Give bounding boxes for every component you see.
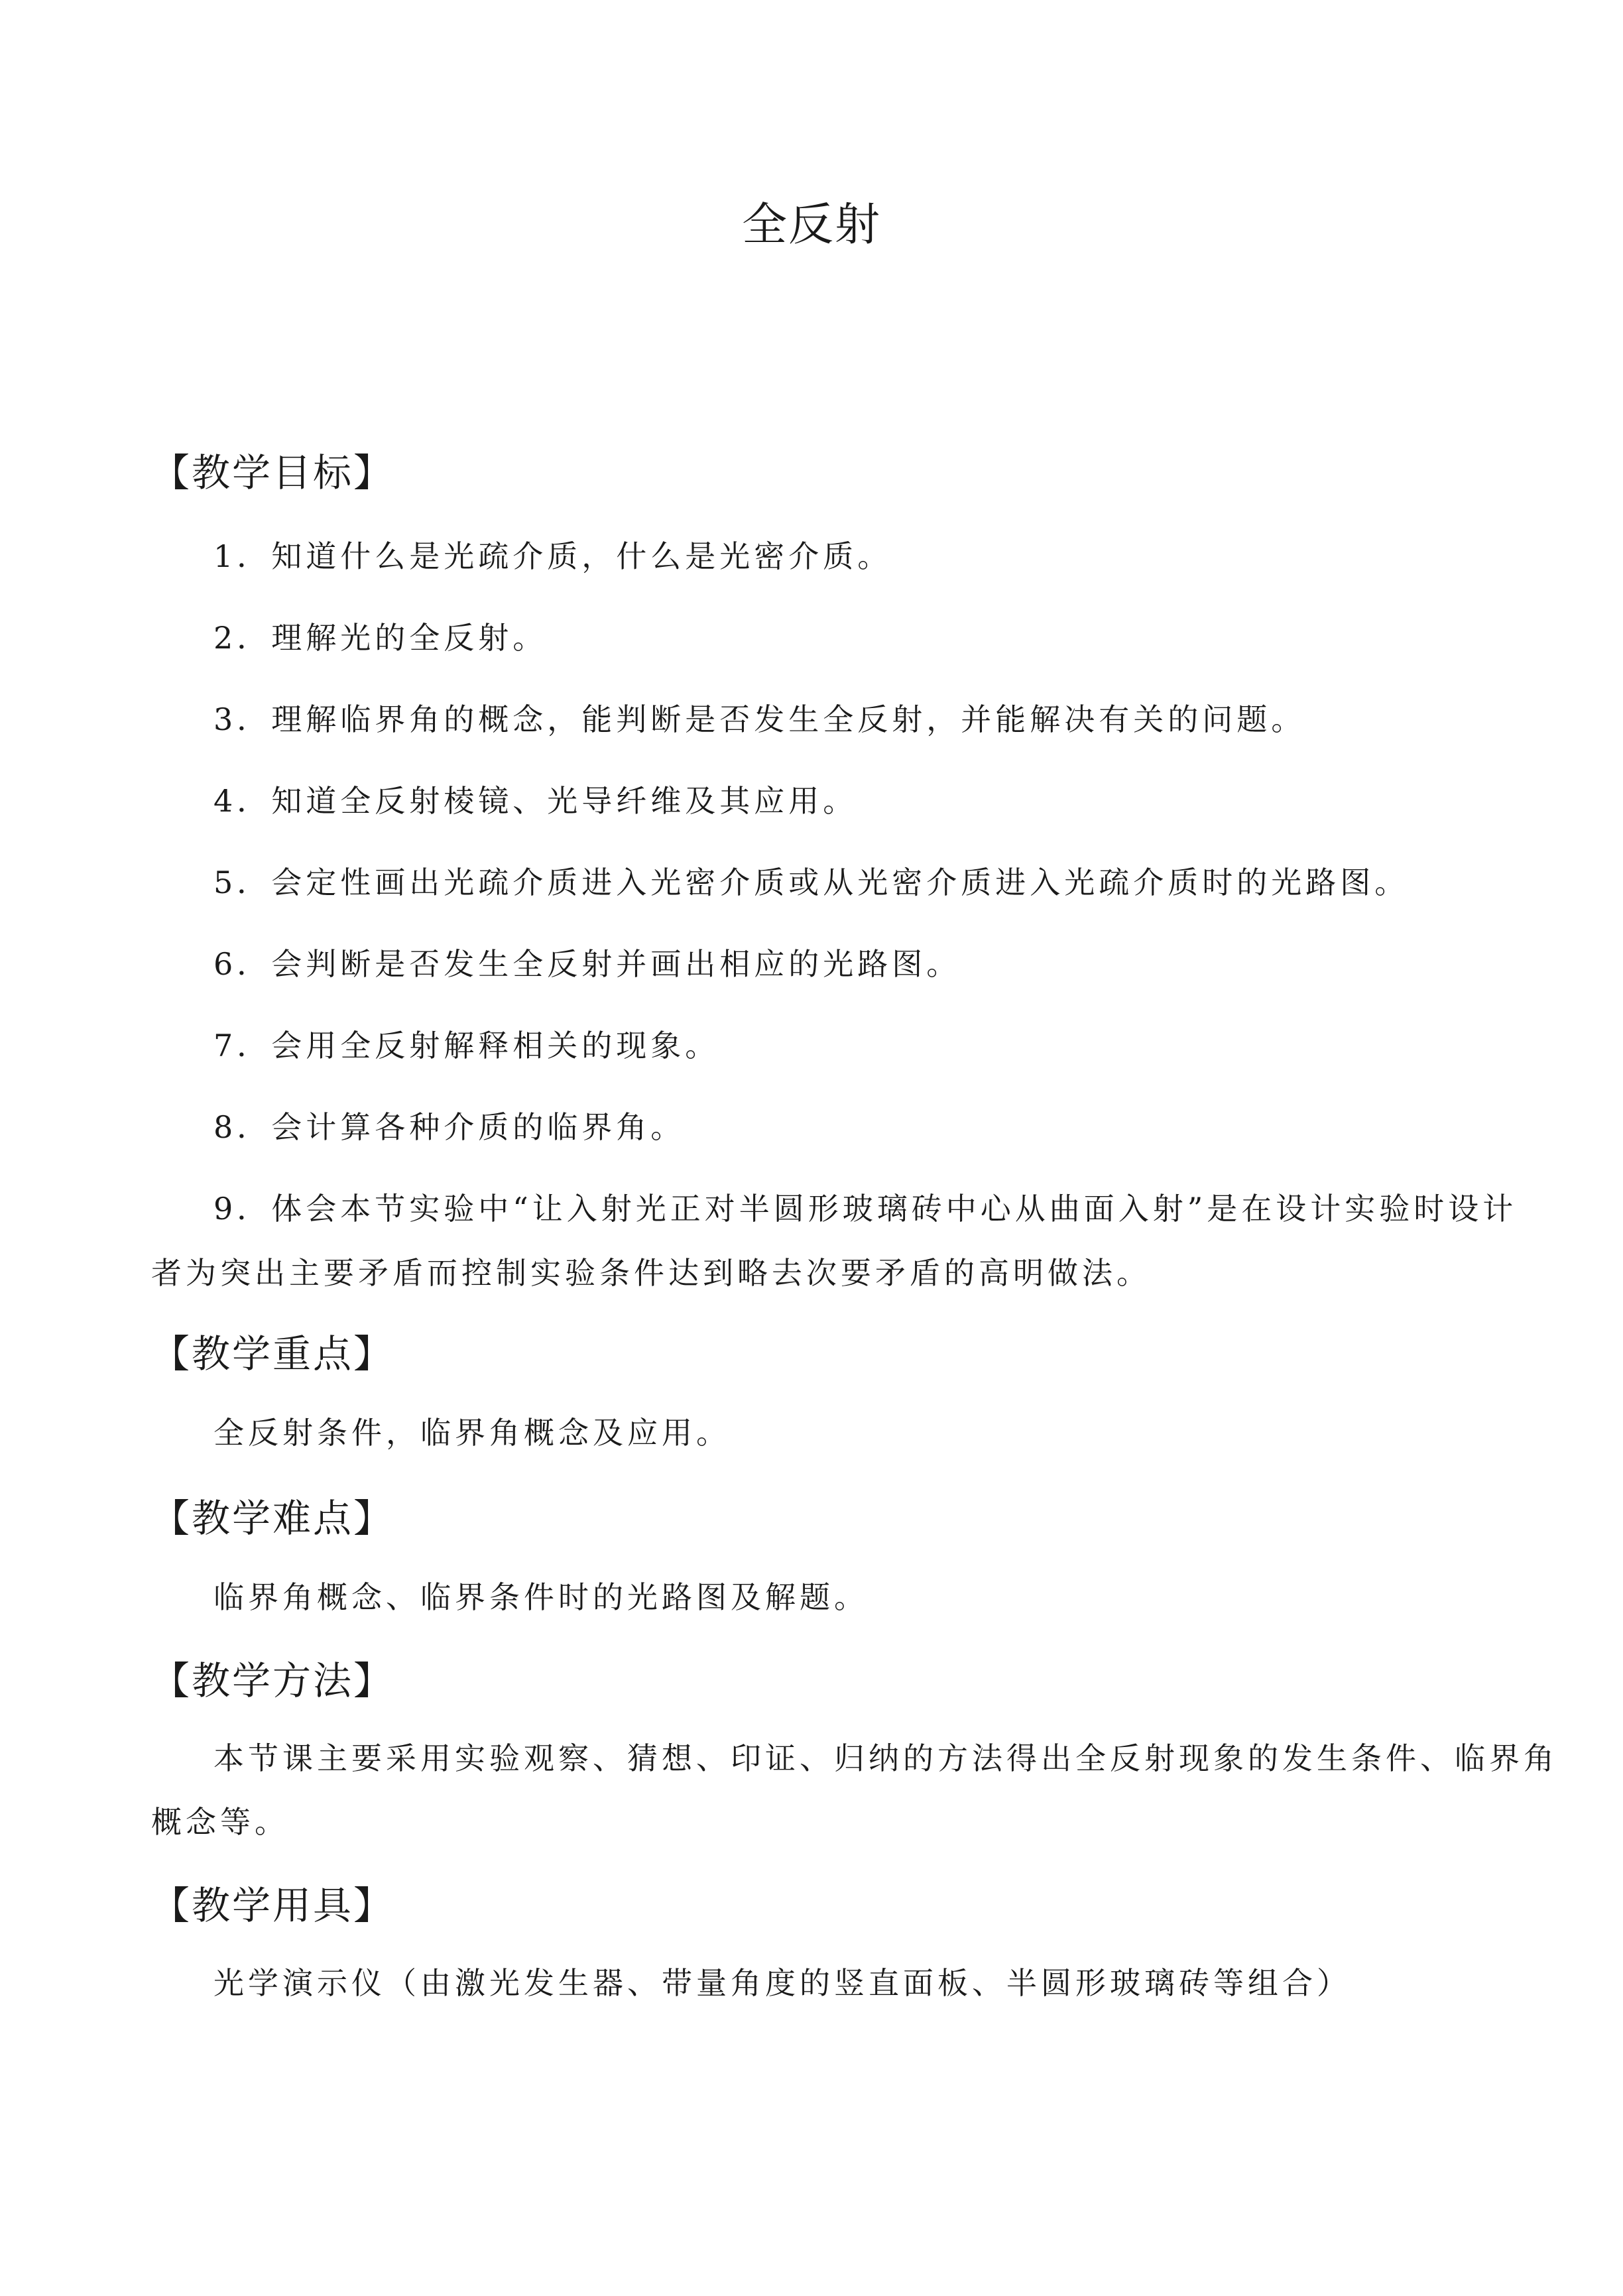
heading-methods: 【教学方法】 xyxy=(151,1658,394,1703)
objective-item-9-line-2: 者为突出主要矛盾而控制实验条件达到略去次要矛盾的高明做法。 xyxy=(151,1255,1151,1291)
tools-text: 光学演示仪（由激光发生器、带量角度的竖直面板、半圆形玻璃砖等组合） xyxy=(213,1965,1351,2001)
objective-item-9-line-1: 9．体会本节实验中“让入射光正对半圆形玻璃砖中心从曲面入射”是在设计实验时设计 xyxy=(213,1191,1518,1227)
objective-item-5: 5．会定性画出光疏介质进入光密介质或从光密介质进入光疏介质时的光路图。 xyxy=(213,865,1410,900)
objective-item-8: 8．会计算各种介质的临界角。 xyxy=(213,1109,686,1145)
methods-text-line-1: 本节课主要采用实验观察、猜想、印证、归纳的方法得出全反射现象的发生条件、临界角 xyxy=(213,1740,1558,1776)
objective-item-7: 7．会用全反射解释相关的现象。 xyxy=(213,1028,720,1063)
heading-difficulties: 【教学难点】 xyxy=(151,1496,394,1541)
page-title: 全反射 xyxy=(741,199,881,251)
objective-item-2: 2．理解光的全反射。 xyxy=(213,620,548,656)
heading-key-points: 【教学重点】 xyxy=(151,1331,394,1376)
objective-item-3: 3．理解临界角的概念，能判断是否发生全反射，并能解决有关的问题。 xyxy=(213,701,1306,737)
key-points-text: 全反射条件，临界角概念及应用。 xyxy=(213,1415,731,1451)
objective-item-1: 1．知道什么是光疏介质，什么是光密介质。 xyxy=(213,538,892,574)
methods-text-line-2: 概念等。 xyxy=(151,1804,289,1840)
objective-item-4: 4．知道全反射棱镜、光导纤维及其应用。 xyxy=(213,783,858,819)
heading-tools: 【教学用具】 xyxy=(151,1883,394,1928)
objective-item-6: 6．会判断是否发生全反射并画出相应的光路图。 xyxy=(213,946,961,982)
heading-objectives: 【教学目标】 xyxy=(151,450,394,495)
difficulties-text: 临界角概念、临界条件时的光路图及解题。 xyxy=(213,1579,869,1615)
